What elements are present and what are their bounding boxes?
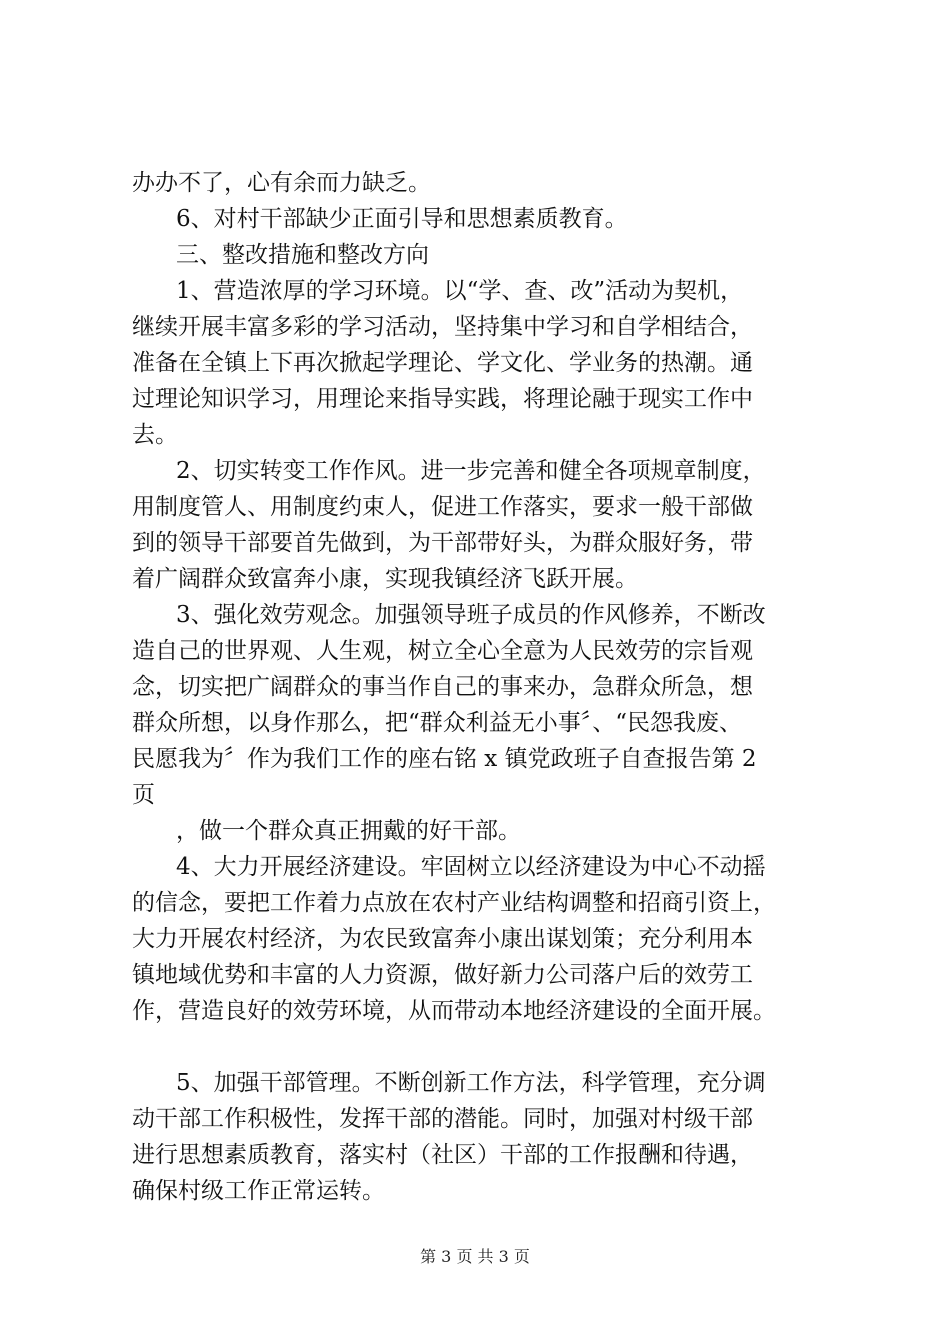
text-line: 进行思想素质教育，落实村（社区）干部的工作报酬和待遇，: [132, 1142, 753, 1168]
text-line: 的信念，要把工作着力点放在农村产业结构调整和招商引资上，: [132, 890, 776, 916]
paragraph-start: 4、大力开展经济建设。牢固树立以经济建设为中心不动摇: [176, 854, 766, 880]
text-line: 继续开展丰富多彩的学习活动，坚持集中学习和自学相结合，: [132, 314, 753, 340]
section-heading: 三、整改措施和整改方向: [176, 242, 429, 268]
text-line: 过理论知识学习，用理论来指导实践，将理论融于现实工作中: [132, 386, 753, 412]
text-line: 6、对村干部缺少正面引导和思想素质教育。: [176, 206, 628, 232]
text-line: 动干部工作积极性，发挥干部的潜能。同时，加强对村级干部: [132, 1106, 753, 1132]
text-line: 办办不了，心有余而力缺乏。: [132, 170, 431, 196]
document-body: [132, 165, 832, 1209]
paragraph-start: 5、加强干部管理。不断创新工作方法，科学管理，充分调: [176, 1070, 766, 1096]
text-line: 镇地域优势和丰富的人力资源，做好新力公司落户后的效劳工: [132, 962, 753, 988]
text-line: 民愿我为〞作为我们工作的座右铭 x 镇党政班子自查报告第 2: [132, 746, 757, 772]
text-line: ，做一个群众真正拥戴的好干部。: [176, 818, 521, 844]
text-line: 到的领导干部要首先做到，为干部带好头，为群众服好务，带: [132, 530, 753, 556]
text-line: 页: [132, 782, 155, 808]
text-line: 准备在全镇上下再次掀起学理论、学文化、学业务的热潮。通: [132, 350, 753, 376]
text-line: 用制度管人、用制度约束人，促进工作落实，要求一般干部做: [132, 494, 753, 520]
page-footer: 第 3 页 共 3 页: [420, 1247, 530, 1266]
paragraph-start: 1、营造浓厚的学习环境。以“学、查、改”活动为契机，: [176, 278, 744, 304]
text-line: 念，切实把广阔群众的事当作自己的事来办，急群众所急，想: [132, 674, 753, 700]
paragraph-start: 3、强化效劳观念。加强领导班子成员的作风修养，不断改: [176, 602, 766, 628]
text-line: 确保村级工作正常运转。: [132, 1178, 385, 1204]
text-line: 大力开展农村经济，为农民致富奔小康出谋划策；充分利用本: [132, 926, 753, 952]
text-line: 群众所想，以身作那么，把“群众利益无小事〞、“民怨我废、: [132, 710, 743, 736]
text-line: 去。: [132, 422, 178, 448]
text-line: 造自己的世界观、人生观，树立全心全意为人民效劳的宗旨观: [132, 638, 753, 664]
paragraph-gap: [132, 1029, 832, 1065]
paragraph-start: 2、切实转变工作作风。进一步完善和健全各项规章制度，: [176, 458, 766, 484]
text-line: 作，营造良好的效劳环境，从而带动本地经济建设的全面开展。: [132, 998, 776, 1024]
text-line: 着广阔群众致富奔小康，实现我镇经济飞跃开展。: [132, 566, 638, 592]
